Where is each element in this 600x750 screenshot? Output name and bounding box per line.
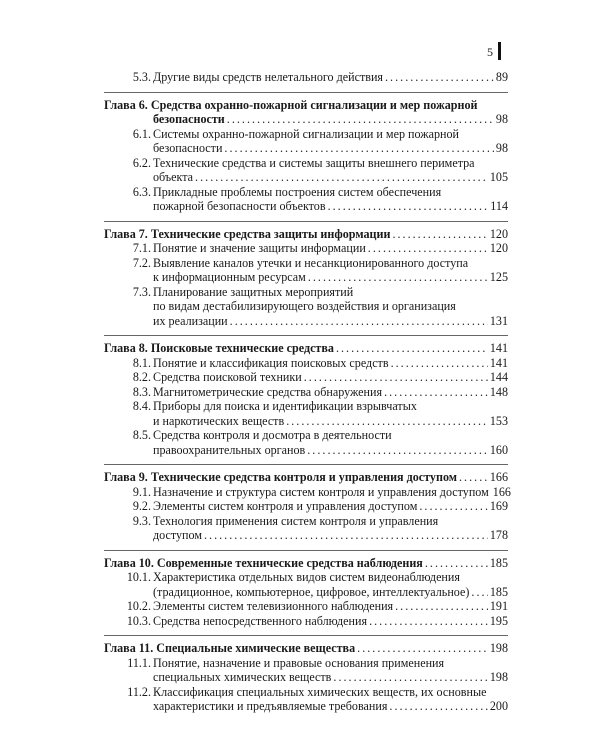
dot-leader bbox=[392, 227, 487, 242]
toc-line bbox=[126, 613, 508, 629]
toc-entry-text: безопасности bbox=[153, 141, 223, 155]
dot-leader bbox=[357, 641, 488, 656]
toc-page-number: 185 bbox=[489, 555, 508, 570]
dot-leader bbox=[286, 414, 488, 429]
toc-entry-text: Магнитометрические средства обнаружения bbox=[153, 384, 383, 399]
toc-entry-text: Понятие, назначение и правовые основания применения bbox=[153, 655, 445, 670]
toc-entry-text: их реализации bbox=[153, 313, 228, 328]
toc-page-number: 125 bbox=[489, 270, 508, 284]
section-number: 7.2. bbox=[132, 255, 151, 270]
toc-section[interactable] bbox=[104, 570, 508, 599]
dot-leader bbox=[195, 170, 488, 185]
toc-line bbox=[132, 255, 508, 271]
toc-line bbox=[127, 655, 508, 671]
toc-page-number: 166 bbox=[489, 470, 508, 484]
toc-page-number: 89 bbox=[495, 70, 508, 84]
section-number: 11.2. bbox=[127, 684, 151, 699]
dot-leader bbox=[384, 385, 488, 400]
table-of-contents bbox=[104, 70, 511, 714]
toc-line bbox=[132, 499, 508, 514]
toc-entry-text: Средства контроля и досмотра в деятельности bbox=[153, 428, 392, 442]
toc-section[interactable] bbox=[104, 685, 508, 714]
toc-line bbox=[132, 513, 508, 529]
toc-section[interactable] bbox=[104, 370, 508, 385]
chapter-divider bbox=[104, 221, 508, 222]
toc-line bbox=[153, 170, 508, 185]
dot-leader bbox=[227, 112, 494, 127]
toc-section[interactable] bbox=[104, 256, 508, 285]
dot-leader bbox=[336, 341, 488, 356]
dot-leader bbox=[304, 370, 488, 385]
toc-page-number: 120 bbox=[489, 241, 508, 255]
toc-section[interactable] bbox=[104, 499, 508, 514]
page-number-bar bbox=[498, 42, 501, 60]
toc-line bbox=[153, 443, 508, 458]
section-number: 10.1. bbox=[126, 570, 151, 584]
toc-entry-text: Назначение и структура систем контроля и управления доступом bbox=[153, 484, 489, 499]
toc-page-number: 105 bbox=[489, 170, 508, 184]
dot-leader bbox=[204, 528, 488, 543]
dot-leader bbox=[230, 314, 488, 329]
toc-page-number: 98 bbox=[495, 112, 508, 126]
toc-line bbox=[153, 314, 508, 329]
toc-entry-text: Прикладные проблемы построения систем обеспечения bbox=[153, 184, 442, 199]
toc-line bbox=[104, 98, 508, 113]
toc-line bbox=[126, 599, 508, 614]
dot-leader bbox=[385, 70, 494, 85]
section-number: 8.4. bbox=[132, 399, 151, 413]
toc-line bbox=[132, 370, 508, 385]
toc-line bbox=[127, 684, 508, 700]
toc-entry-text: Классификация специальных химических веществ, их основные bbox=[153, 684, 487, 699]
toc-line bbox=[153, 112, 508, 127]
dot-leader bbox=[328, 199, 489, 214]
section-number: 8.3. bbox=[132, 384, 151, 399]
toc-entry-text: Глава 10. Современные технические средства наблюдения bbox=[104, 555, 423, 570]
chapter-divider bbox=[104, 92, 508, 93]
toc-page-number: 200 bbox=[489, 699, 508, 713]
toc-entry-text: Понятие и значение защиты информации bbox=[153, 241, 366, 255]
toc-page-number: 178 bbox=[489, 528, 508, 542]
dot-leader bbox=[471, 585, 487, 600]
toc-entry-text: характеристики и предъявляемые требования bbox=[153, 699, 388, 713]
toc-entry-text: доступом bbox=[153, 528, 202, 542]
toc-entry-text: Средства непосредственного наблюдения bbox=[153, 613, 368, 628]
toc-line bbox=[132, 184, 508, 200]
section-number: 6.3. bbox=[132, 184, 151, 199]
toc-entry-text: специальных химических веществ bbox=[153, 670, 332, 684]
toc-section[interactable] bbox=[104, 599, 508, 614]
toc-line bbox=[153, 585, 508, 600]
dot-leader bbox=[425, 556, 488, 571]
toc-entry-text: Элементы систем телевизионного наблюдения bbox=[153, 599, 394, 613]
toc-line bbox=[132, 284, 508, 300]
toc-line bbox=[132, 428, 508, 443]
toc-chapter[interactable] bbox=[104, 227, 508, 242]
toc-page-number: 120 bbox=[489, 226, 508, 241]
section-number: 8.2. bbox=[132, 370, 151, 384]
toc-line bbox=[104, 341, 508, 356]
section-number: 10.3. bbox=[126, 613, 151, 628]
toc-section[interactable] bbox=[104, 156, 508, 185]
toc-chapter[interactable] bbox=[104, 556, 508, 571]
page-number: 5 bbox=[487, 45, 493, 59]
toc-line bbox=[132, 155, 508, 171]
toc-page-number: 166 bbox=[492, 484, 511, 499]
toc-line bbox=[153, 699, 508, 714]
toc-line bbox=[104, 227, 508, 242]
toc-page-number: 198 bbox=[489, 670, 508, 684]
toc-chapter[interactable] bbox=[104, 341, 508, 356]
toc-entry-text: по видам дестабилизирующего воздействия и организация bbox=[153, 299, 456, 313]
chapter-divider bbox=[104, 335, 508, 336]
toc-section[interactable] bbox=[104, 514, 508, 543]
toc-line bbox=[132, 126, 508, 142]
toc-line bbox=[132, 484, 511, 500]
toc-entry-text: пожарной безопасности объектов bbox=[153, 199, 326, 213]
dot-leader bbox=[459, 470, 488, 485]
toc-section[interactable] bbox=[104, 185, 508, 214]
toc-line bbox=[153, 199, 508, 214]
dot-leader bbox=[369, 614, 488, 629]
toc-section[interactable] bbox=[104, 285, 508, 329]
toc-page-number: 98 bbox=[495, 141, 508, 155]
toc-chapter[interactable] bbox=[104, 98, 508, 127]
toc-line bbox=[104, 641, 508, 656]
toc-section[interactable] bbox=[104, 241, 508, 256]
toc-section[interactable] bbox=[104, 656, 508, 685]
toc-page-number: 169 bbox=[489, 499, 508, 513]
toc-chapter[interactable] bbox=[104, 470, 508, 485]
toc-line bbox=[132, 241, 508, 256]
section-number: 8.5. bbox=[132, 428, 151, 442]
toc-entry-text: Планирование защитных мероприятий bbox=[153, 284, 354, 299]
toc-line bbox=[153, 299, 508, 314]
toc-line bbox=[132, 384, 508, 400]
toc-page-number: 148 bbox=[489, 384, 508, 399]
dot-leader bbox=[391, 356, 488, 371]
section-number: 11.1. bbox=[127, 655, 151, 670]
toc-entry-text: объекта bbox=[153, 170, 194, 184]
toc-section[interactable] bbox=[104, 614, 508, 629]
toc-line bbox=[132, 399, 508, 414]
toc-section[interactable] bbox=[104, 356, 508, 371]
toc-chapter[interactable] bbox=[104, 641, 508, 656]
toc-page-number: 141 bbox=[489, 341, 508, 355]
toc-entry-text: (традиционное, компьютерное, цифровое, интеллектуальное) bbox=[153, 584, 470, 599]
toc-line bbox=[104, 556, 508, 571]
toc-line bbox=[153, 414, 508, 429]
toc-entry-text: Средства поисковой техники bbox=[153, 370, 302, 384]
toc-page-number: 114 bbox=[490, 199, 508, 213]
toc-entry-text: Выявление каналов утечки и несанкционированного доступа bbox=[153, 255, 469, 270]
toc-entry-text: Технические средства и системы защиты внешнего периметра bbox=[153, 155, 475, 170]
toc-entry-text: Глава 6. Средства охранно-пожарной сигнализации и мер пожарной bbox=[104, 97, 478, 112]
section-number: 6.1. bbox=[132, 126, 151, 141]
toc-entry-text: Понятие и классификация поисковых средств bbox=[153, 355, 389, 370]
toc-entry-text: Глава 9. Технические средства контроля и управления доступом bbox=[104, 470, 457, 484]
section-number: 6.2. bbox=[132, 155, 151, 170]
toc-section[interactable] bbox=[104, 484, 511, 500]
toc-entry-text: Глава 11. Специальные химические вещества bbox=[104, 641, 356, 655]
dot-leader bbox=[419, 499, 488, 514]
section-number: 7.3. bbox=[132, 284, 151, 299]
toc-page-number: 195 bbox=[489, 613, 508, 628]
dot-leader bbox=[308, 270, 488, 285]
toc-section[interactable] bbox=[104, 399, 508, 428]
toc-section[interactable] bbox=[104, 385, 508, 400]
chapter-divider bbox=[104, 464, 508, 465]
toc-page-number: 185 bbox=[489, 584, 508, 599]
dot-leader bbox=[307, 443, 488, 458]
toc-entry-text: безопасности bbox=[153, 112, 225, 126]
toc-section[interactable] bbox=[104, 428, 508, 457]
toc-page-number: 160 bbox=[489, 442, 508, 457]
toc-line bbox=[153, 670, 508, 685]
toc-line bbox=[132, 70, 508, 85]
toc-page-number: 131 bbox=[489, 313, 508, 328]
toc-page-number: 141 bbox=[489, 355, 508, 370]
toc-line bbox=[153, 528, 508, 543]
toc-entry-text: Системы охранно-пожарной сигнализации и мер пожарной bbox=[153, 126, 459, 141]
toc-line bbox=[104, 470, 508, 485]
toc-entry-text: Приборы для поиска и идентификации взрывчатых bbox=[153, 399, 417, 413]
section-number: 7.1. bbox=[132, 241, 151, 255]
toc-page-number: 153 bbox=[489, 413, 508, 428]
toc-entry-text: Другие виды средств нелетального действия bbox=[153, 70, 383, 84]
toc-entry-text: Глава 7. Технические средства защиты информации bbox=[104, 226, 391, 241]
toc-line bbox=[132, 355, 508, 371]
section-number: 8.1. bbox=[132, 355, 151, 370]
dot-leader bbox=[368, 241, 488, 256]
toc-section[interactable] bbox=[104, 127, 508, 156]
toc-line bbox=[126, 570, 508, 585]
dot-leader bbox=[395, 599, 488, 614]
toc-entry-text: Элементы систем контроля и управления доступом bbox=[153, 499, 418, 513]
toc-entry-text: к информационным ресурсам bbox=[153, 270, 306, 284]
toc-entry-text: и наркотических веществ bbox=[153, 413, 285, 428]
chapter-divider bbox=[104, 635, 508, 636]
dot-leader bbox=[389, 699, 487, 714]
toc-entry-text: Технология применения систем контроля и управления bbox=[153, 513, 439, 528]
toc-line bbox=[153, 141, 508, 156]
section-number: 9.2. bbox=[132, 499, 151, 513]
section-number: 9.1. bbox=[132, 484, 151, 499]
section-number: 5.3. bbox=[132, 70, 151, 84]
toc-page-number: 144 bbox=[489, 370, 508, 384]
toc-entry-text: Характеристика отдельных видов систем видеонаблюдения bbox=[153, 570, 460, 584]
toc-entry-text: правоохранительных органов bbox=[153, 442, 306, 457]
toc-page-number: 198 bbox=[489, 641, 508, 655]
section-number: 10.2. bbox=[126, 599, 151, 613]
toc-entry-text: Глава 8. Поисковые технические средства bbox=[104, 341, 334, 355]
section-number: 9.3. bbox=[132, 513, 151, 528]
toc-page-number: 191 bbox=[489, 599, 508, 613]
toc-section[interactable] bbox=[104, 70, 508, 85]
dot-leader bbox=[333, 670, 487, 685]
dot-leader bbox=[224, 141, 493, 156]
toc-line bbox=[153, 270, 508, 285]
chapter-divider bbox=[104, 550, 508, 551]
